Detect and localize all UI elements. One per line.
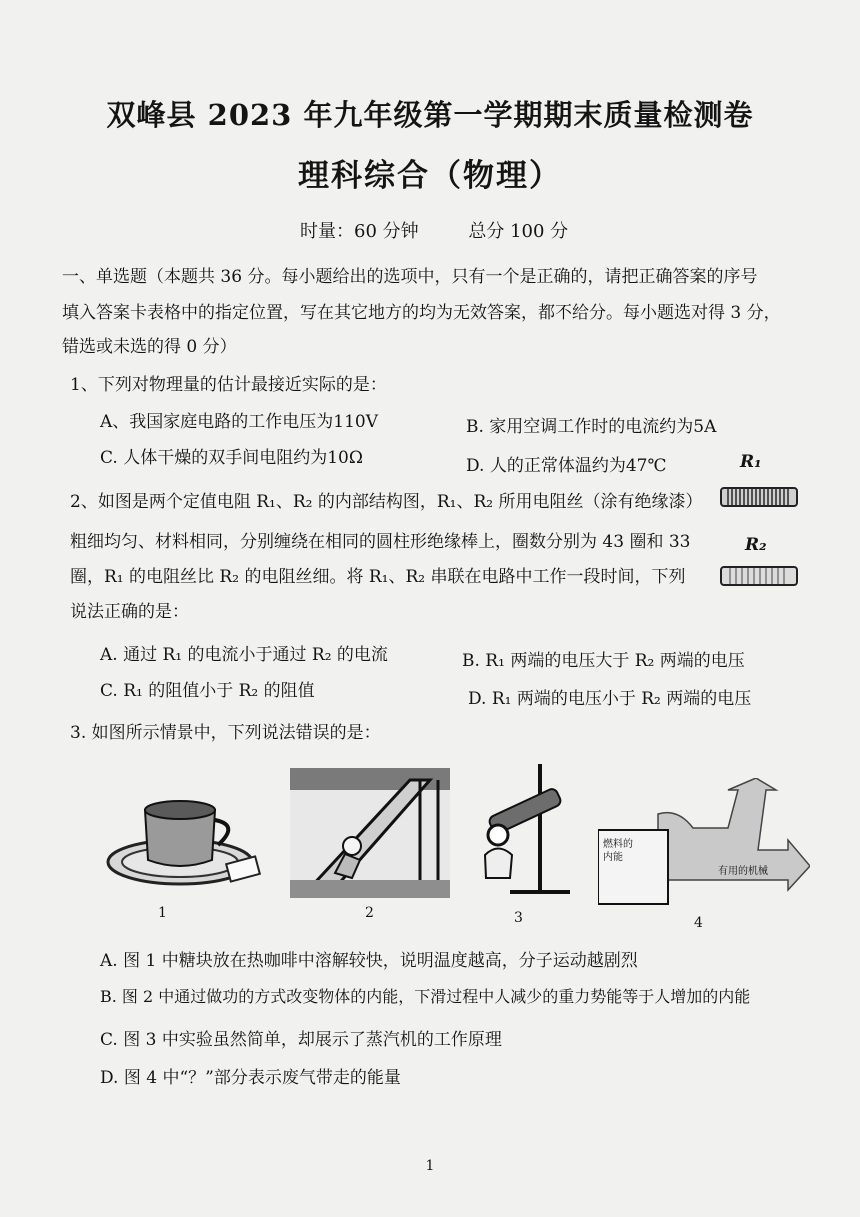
total-score: 总分 100 分 — [468, 221, 569, 242]
q2-line3: 圈，R₁ 的电阻丝比 R₂ 的电阻丝细。将 R₁、R₂ 串联在电路中工作一段时间，下列 — [70, 567, 686, 587]
q1-option-c: C. 人体干燥的双手间电阻约为10Ω — [100, 448, 363, 468]
figure-4-box-label: 燃料的 内能 — [603, 839, 633, 863]
section1-line3: 错选或未选的得 0 分） — [62, 337, 237, 357]
section1-line1: 一、单选题（本题共 36 分。每小题给出的选项中，只有一个是正确的，请把正确答案的序号 — [62, 267, 758, 287]
q1-option-a: A、我国家庭电路的工作电压为110V — [100, 412, 379, 432]
section1-line2: 填入答案卡表格中的指定位置，写在其它地方的均为无效答案，都不给分。每小题选对得 3 分， — [62, 303, 781, 323]
figure-4-arrow-label: 有用的机械 — [718, 866, 768, 877]
figure-3-number: 3 — [514, 910, 523, 926]
figure-1-number: 1 — [158, 905, 167, 921]
resistor-r2-figure — [718, 563, 800, 589]
q3-stem: 3. 如图所示情景中，下列说法错误的是： — [70, 723, 381, 743]
figure-4-number: 4 — [694, 915, 703, 931]
q1-option-d: D. 人的正常体温约为47℃ — [466, 456, 667, 476]
q2-option-a: A. 通过 R₁ 的电流小于通过 R₂ 的电流 — [100, 645, 388, 665]
figure-3-steam-apparatus — [470, 760, 580, 900]
page-number: 1 — [425, 1158, 435, 1174]
r1-label: R₁ — [740, 452, 762, 472]
q2-option-b: B. R₁ 两端的电压大于 R₂ 两端的电压 — [462, 651, 745, 671]
q3-option-a: A. 图 1 中糖块放在热咖啡中溶解较快，说明温度越高，分子运动越剧烈 — [100, 951, 638, 971]
exam-time-info — [300, 217, 612, 243]
figure-2-number: 2 — [365, 905, 374, 921]
q2-option-d: D. R₁ 两端的电压小于 R₂ 两端的电压 — [468, 689, 752, 709]
r2-label: R₂ — [745, 535, 767, 555]
q2-option-c: C. R₁ 的阻值小于 R₂ 的阻值 — [100, 681, 315, 701]
q3-option-b: B. 图 2 中通过做功的方式改变物体的内能，下滑过程中人减少的重力势能等于人增加的内能 — [100, 987, 751, 1006]
q3-option-c: C. 图 3 中实验虽然简单，却展示了蒸汽机的工作原理 — [100, 1030, 502, 1050]
exam-title: 双峰县 2023 年九年级第一学期期末质量检测卷 — [106, 98, 754, 132]
resistor-r1-figure — [718, 484, 800, 510]
q3-option-d: D. 图 4 中“？”部分表示废气带走的能量 — [100, 1068, 401, 1088]
q2-line4: 说法正确的是： — [70, 602, 189, 622]
q1-stem: 1、下列对物理量的估计最接近实际的是： — [70, 375, 387, 395]
q2-line2: 粗细均匀、材料相同，分别缠绕在相同的圆柱形绝缘棒上，圈数分别为 43 圈和 33 — [70, 532, 691, 552]
figure-2-slide — [290, 768, 450, 898]
time-limit: 时量：60 分钟 — [300, 221, 419, 242]
figure-1-coffee-cup — [100, 790, 270, 900]
q2-line1: 2、如图是两个定值电阻 R₁、R₂ 的内部结构图，R₁、R₂ 所用电阻丝（涂有绝缘漆） — [70, 492, 703, 512]
exam-subtitle: 理科综合（物理） — [298, 158, 562, 194]
q1-option-b: B. 家用空调工作时的电流约为5A — [466, 417, 717, 437]
